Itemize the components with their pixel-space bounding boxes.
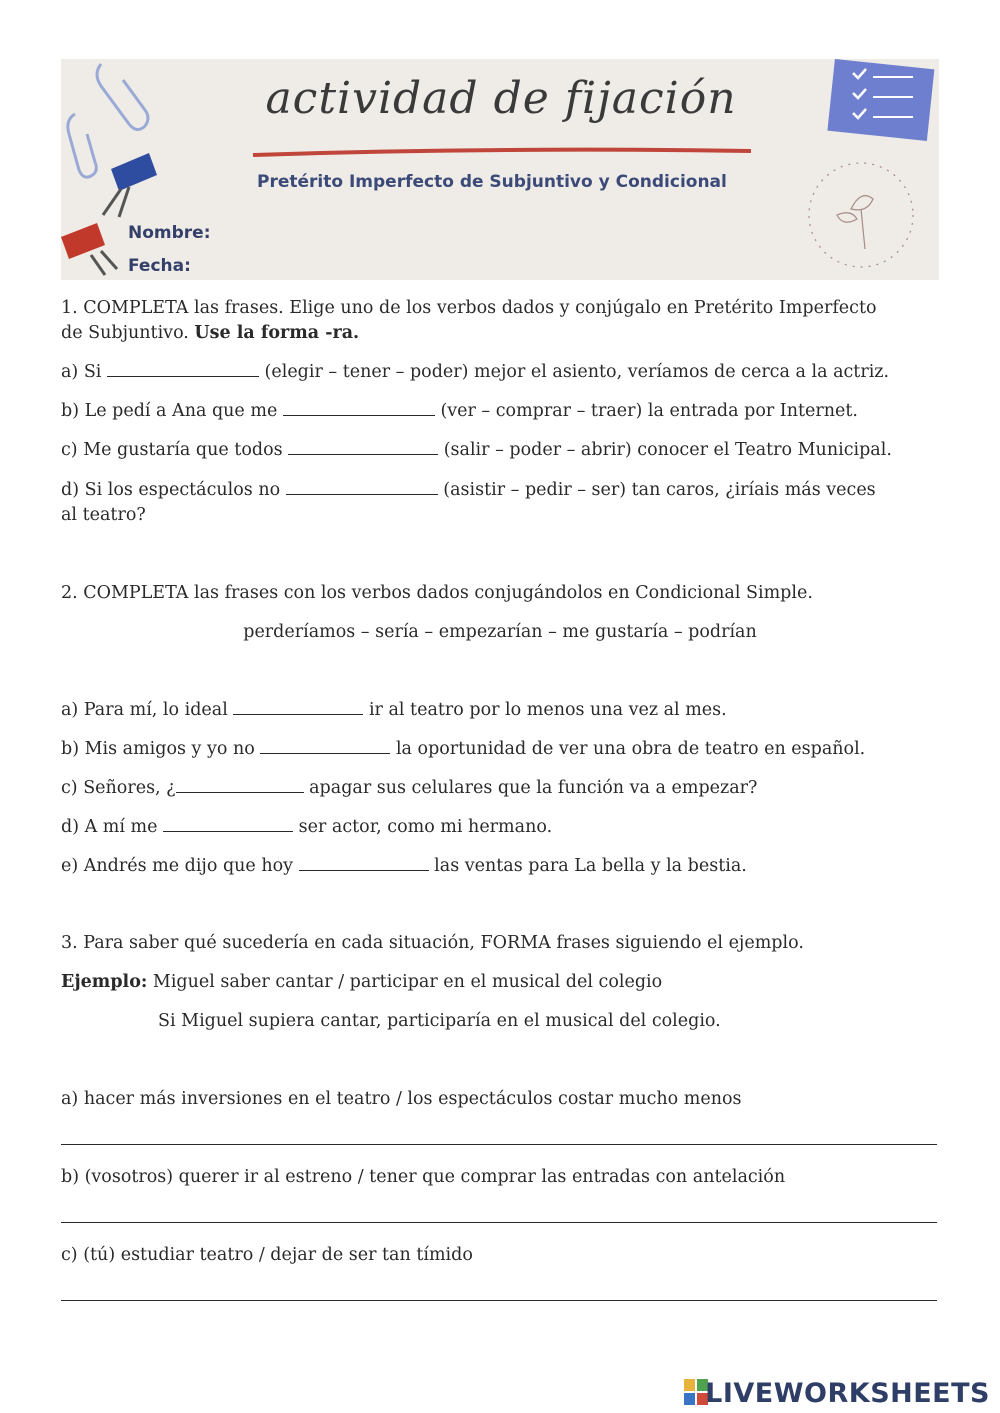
s2-item-a-after: ir al teatro por lo menos una vez al mes. (363, 700, 727, 720)
s1-item-d-continuation: al teatro? (61, 505, 146, 525)
section1-instruction-prefix: de Subjuntivo. (61, 323, 195, 343)
s1-item-d (61, 477, 876, 503)
s2-item-e-after: las ventas para La bella y la bestia. (428, 856, 747, 876)
example-label: Ejemplo: (61, 972, 148, 992)
s2-item-b-after: la oportunidad de ver una obra de teatro en español. (390, 739, 866, 759)
s1-item-d-after: (asistir – pedir – ser) tan caros, ¿iríais más veces (437, 480, 876, 500)
s2-item-d-blank[interactable] (163, 815, 293, 832)
title-underline (253, 150, 751, 155)
liveworksheets-brand[interactable]: LIVEWORKSHEETS (705, 1378, 990, 1409)
s3-item-a: a) hacer más inversiones en el teatro / los espectáculos costar mucho menos (61, 1089, 742, 1109)
section1-instruction-line2 (61, 320, 359, 346)
header-banner (61, 59, 939, 280)
s1-item-b-after: (ver – comprar – traer) la entrada por Internet. (434, 401, 858, 421)
word-bank: perderíamos – sería – empezarían – me gustaría – podrían (243, 622, 757, 642)
s2-item-a (61, 697, 727, 723)
s1-item-b (61, 398, 858, 424)
s3-item-c-answer-line[interactable] (61, 1300, 937, 1301)
s1-item-c-after: (salir – poder – abrir) conocer el Teatro Municipal. (438, 440, 892, 460)
example-prompt: Miguel saber cantar / participar en el musical del colegio (147, 972, 663, 992)
section1-instruction-bold: Use la forma -ra. (194, 323, 360, 343)
s2-item-c-after: apagar sus celulares que la función va a empezar? (303, 778, 758, 798)
example-prompt-line (61, 969, 662, 995)
s1-item-a-blank[interactable] (107, 360, 259, 377)
s2-item-e (61, 853, 747, 879)
s3-item-a-answer-line[interactable] (61, 1144, 937, 1145)
s1-item-d-blank[interactable] (286, 478, 438, 495)
name-label: Nombre: (128, 223, 211, 243)
s3-item-b-answer-line[interactable] (61, 1222, 937, 1223)
s1-item-a-before: a) Si (61, 362, 107, 382)
s1-item-a (61, 359, 889, 385)
worksheet-subtitle: Pretérito Imperfecto de Subjuntivo y Condicional (257, 172, 727, 192)
s2-item-d-before: d) A mí me (61, 817, 164, 837)
s2-item-e-before: e) Andrés me dijo que hoy (61, 856, 299, 876)
section3-instruction: 3. Para saber qué sucedería en cada situación, FORMA frases siguiendo el ejemplo. (61, 933, 804, 953)
s2-item-c (61, 775, 757, 801)
s2-item-b-before: b) Mis amigos y yo no (61, 739, 261, 759)
s3-item-b: b) (vosotros) querer ir al estreno / tener que comprar las entradas con antelación (61, 1167, 786, 1187)
s2-item-b (61, 736, 865, 762)
section2-instruction: 2. COMPLETA las frases con los verbos dados conjugándolos en Condicional Simple. (61, 583, 813, 603)
s1-item-d-before: d) Si los espectáculos no (61, 480, 286, 500)
checklist-note-icon (827, 59, 934, 141)
s2-item-a-before: a) Para mí, lo ideal (61, 700, 234, 720)
s2-item-d (61, 814, 552, 840)
date-label: Fecha: (128, 256, 191, 276)
worksheet-title: actividad de fijación (265, 73, 737, 124)
s2-item-a-blank[interactable] (233, 698, 363, 715)
s1-item-b-blank[interactable] (283, 399, 435, 416)
s2-item-c-blank[interactable] (176, 776, 304, 793)
section1-instruction-line1: 1. COMPLETA las frases. Elige uno de los verbos dados y conjúgalo en Pretérito Imperfecto (61, 298, 877, 318)
s2-item-b-blank[interactable] (260, 737, 390, 754)
s1-item-c (61, 437, 892, 463)
s2-item-c-before: c) Señores, ¿ (61, 778, 176, 798)
seal-stamp-icon (809, 163, 913, 267)
s2-item-d-after: ser actor, como mi hermano. (293, 817, 553, 837)
s1-item-c-before: c) Me gustaría que todos (61, 440, 289, 460)
s1-item-a-after: (elegir – tener – poder) mejor el asiento, veríamos de cerca a la actriz. (258, 362, 890, 382)
s1-item-c-blank[interactable] (288, 438, 438, 455)
s3-item-c: c) (tú) estudiar teatro / dejar de ser tan tímido (61, 1245, 473, 1265)
binder-clip-red-icon (61, 223, 117, 275)
example-answer: Si Miguel supiera cantar, participaría en el musical del colegio. (158, 1011, 721, 1031)
s2-item-e-blank[interactable] (299, 854, 429, 871)
s1-item-b-before: b) Le pedí a Ana que me (61, 401, 283, 421)
binder-clip-blue-icon (103, 153, 157, 217)
